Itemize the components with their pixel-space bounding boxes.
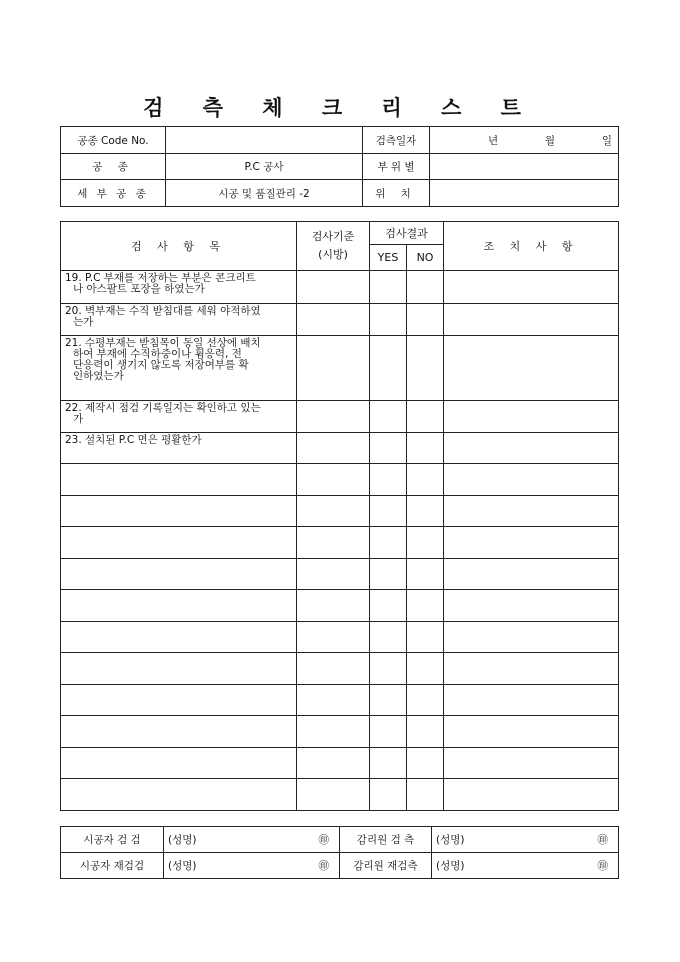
standard-cell[interactable] xyxy=(297,495,370,527)
no-cell[interactable] xyxy=(407,716,444,748)
contractor-inspect-label: 시공자 검 검 xyxy=(61,827,164,853)
no-cell[interactable] xyxy=(407,271,444,304)
yes-cell[interactable] xyxy=(370,271,407,304)
check-item xyxy=(61,304,297,336)
col-result-header: 검사결과 xyxy=(370,222,444,245)
date-month: 월 xyxy=(544,134,556,147)
table-row xyxy=(61,558,619,590)
checklist-table xyxy=(60,221,619,811)
no-cell[interactable] xyxy=(407,495,444,527)
yes-cell[interactable] xyxy=(370,653,407,685)
check-item[interactable] xyxy=(61,716,297,748)
check-item-line: 23. 설치된 P.C 면은 평활한가 xyxy=(65,434,202,446)
check-item-line: 나 아스팔트 포장을 하였는가 xyxy=(73,283,205,295)
action-cell[interactable] xyxy=(444,558,619,590)
work-type-value[interactable]: P.C 공사 xyxy=(166,154,363,180)
no-cell[interactable] xyxy=(407,747,444,779)
work-code-value[interactable] xyxy=(166,127,363,154)
standard-cell[interactable] xyxy=(297,401,370,433)
no-cell[interactable] xyxy=(407,621,444,653)
action-cell[interactable] xyxy=(444,590,619,622)
check-item[interactable] xyxy=(61,558,297,590)
check-item[interactable] xyxy=(61,527,297,559)
action-cell[interactable] xyxy=(444,684,619,716)
col-standard-line1: 검사기준 xyxy=(311,230,355,243)
date-year: 년 xyxy=(488,134,499,147)
check-item[interactable] xyxy=(61,653,297,685)
no-cell[interactable] xyxy=(407,684,444,716)
part-value[interactable] xyxy=(430,154,619,180)
col-no-header: NO xyxy=(407,245,444,271)
standard-cell[interactable] xyxy=(297,558,370,590)
seal-icon: ㊞ xyxy=(254,827,340,853)
standard-cell[interactable] xyxy=(297,304,370,336)
standard-cell[interactable] xyxy=(297,464,370,496)
action-cell[interactable] xyxy=(444,304,619,336)
standard-cell[interactable] xyxy=(297,271,370,304)
check-item xyxy=(61,336,297,401)
no-cell[interactable] xyxy=(407,401,444,433)
inspection-date-label: 검측일자 xyxy=(363,127,430,154)
standard-cell[interactable] xyxy=(297,336,370,401)
yes-cell[interactable] xyxy=(370,304,407,336)
no-cell[interactable] xyxy=(407,527,444,559)
yes-cell[interactable] xyxy=(370,590,407,622)
table-row xyxy=(61,590,619,622)
check-item-line: 인하였는가 xyxy=(73,370,124,382)
standard-cell[interactable] xyxy=(297,527,370,559)
supervisor-inspect-name[interactable]: (성명) xyxy=(432,827,530,853)
check-item-line: 하여 부재에 수직하중이나 휨응력, 전 xyxy=(73,348,242,360)
action-cell[interactable] xyxy=(444,716,619,748)
action-cell[interactable] xyxy=(444,653,619,685)
action-cell[interactable] xyxy=(444,401,619,433)
table-row xyxy=(61,336,619,401)
header-table xyxy=(60,126,619,207)
seal-icon: ㊞ xyxy=(254,853,340,879)
table-row xyxy=(61,495,619,527)
yes-cell[interactable] xyxy=(370,779,407,811)
check-item[interactable] xyxy=(61,779,297,811)
check-item-line: 단응력이 생기지 않도록 저장여부를 확 xyxy=(73,359,249,371)
location-label: 위 치 xyxy=(363,180,430,207)
action-cell[interactable] xyxy=(444,621,619,653)
contractor-reinspect-label: 시공자 재검검 xyxy=(61,853,164,879)
standard-cell[interactable] xyxy=(297,779,370,811)
col-standard-line2: (시방) xyxy=(318,248,348,261)
inspection-date-value[interactable] xyxy=(430,127,619,154)
col-item-header: 검 사 항 목 xyxy=(61,222,297,271)
standard-cell[interactable] xyxy=(297,684,370,716)
table-row xyxy=(61,653,619,685)
no-cell[interactable] xyxy=(407,433,444,464)
check-item xyxy=(61,433,297,464)
no-cell[interactable] xyxy=(407,336,444,401)
yes-cell[interactable] xyxy=(370,558,407,590)
detail-work-label: 세 부 공 종 xyxy=(61,180,166,207)
yes-cell[interactable] xyxy=(370,495,407,527)
standard-cell[interactable] xyxy=(297,621,370,653)
col-standard-header xyxy=(297,222,370,271)
date-day: 일 xyxy=(601,134,612,147)
yes-cell[interactable] xyxy=(370,401,407,433)
check-item xyxy=(61,271,297,304)
table-row xyxy=(61,304,619,336)
standard-cell[interactable] xyxy=(297,590,370,622)
yes-cell[interactable] xyxy=(370,716,407,748)
work-code-label: 공종 Code No. xyxy=(61,127,166,154)
no-cell[interactable] xyxy=(407,304,444,336)
table-row xyxy=(61,747,619,779)
table-row xyxy=(61,527,619,559)
seal-icon: ㊞ xyxy=(530,853,619,879)
work-type-label: 공 종 xyxy=(61,154,166,180)
yes-cell[interactable] xyxy=(370,747,407,779)
contractor-inspect-name[interactable]: (성명) xyxy=(164,827,254,853)
detail-work-value[interactable]: 시공 및 품질관리 -2 xyxy=(166,180,363,207)
yes-cell[interactable] xyxy=(370,527,407,559)
seal-icon: ㊞ xyxy=(530,827,619,853)
supervisor-reinspect-name[interactable]: (성명) xyxy=(432,853,530,879)
table-row xyxy=(61,684,619,716)
no-cell[interactable] xyxy=(407,779,444,811)
no-cell[interactable] xyxy=(407,464,444,496)
action-cell[interactable] xyxy=(444,336,619,401)
check-item-line: 22. 제작시 점검 기록일지는 확인하고 있는 xyxy=(65,402,261,414)
check-item[interactable] xyxy=(61,464,297,496)
table-row xyxy=(61,716,619,748)
table-row xyxy=(61,271,619,304)
action-cell[interactable] xyxy=(444,527,619,559)
action-cell[interactable] xyxy=(444,779,619,811)
check-item-line: 21. 수평부재는 받침목이 동일 선상에 배치 xyxy=(65,337,261,349)
table-row xyxy=(61,621,619,653)
standard-cell[interactable] xyxy=(297,747,370,779)
yes-cell[interactable] xyxy=(370,684,407,716)
yes-cell[interactable] xyxy=(370,336,407,401)
action-cell[interactable] xyxy=(444,433,619,464)
action-cell[interactable] xyxy=(444,747,619,779)
check-item-line: 20. 벽부재는 수직 받침대를 세워 야적하였 xyxy=(65,305,261,317)
action-cell[interactable] xyxy=(444,495,619,527)
table-row xyxy=(61,779,619,811)
no-cell[interactable] xyxy=(407,558,444,590)
table-row xyxy=(61,464,619,496)
check-item-line: 19. P.C 부재를 저장하는 부분은 콘크리트 xyxy=(65,272,256,284)
part-label: 부 위 별 xyxy=(363,154,430,180)
page-title: 검 측 체 크 리 스 트 xyxy=(143,95,537,120)
check-item[interactable] xyxy=(61,621,297,653)
col-action-header: 조 치 사 항 xyxy=(444,222,619,271)
check-item[interactable] xyxy=(61,495,297,527)
standard-cell[interactable] xyxy=(297,433,370,464)
check-item[interactable] xyxy=(61,747,297,779)
table-row xyxy=(61,433,619,464)
signature-table xyxy=(60,826,619,879)
check-item-line: 는가 xyxy=(73,316,94,328)
table-row xyxy=(61,401,619,433)
check-item[interactable] xyxy=(61,590,297,622)
yes-cell[interactable] xyxy=(370,464,407,496)
standard-cell[interactable] xyxy=(297,716,370,748)
check-item[interactable] xyxy=(61,684,297,716)
no-cell[interactable] xyxy=(407,590,444,622)
yes-cell[interactable] xyxy=(370,433,407,464)
check-item-line: 가 xyxy=(73,413,84,425)
contractor-reinspect-name[interactable]: (성명) xyxy=(164,853,254,879)
action-cell[interactable] xyxy=(444,464,619,496)
check-item xyxy=(61,401,297,433)
supervisor-inspect-label: 감리원 검 측 xyxy=(340,827,432,853)
yes-cell[interactable] xyxy=(370,621,407,653)
action-cell[interactable] xyxy=(444,271,619,304)
no-cell[interactable] xyxy=(407,653,444,685)
standard-cell[interactable] xyxy=(297,653,370,685)
supervisor-reinspect-label: 감리원 재검측 xyxy=(340,853,432,879)
col-yes-header: YES xyxy=(370,245,407,271)
location-value[interactable] xyxy=(430,180,619,207)
